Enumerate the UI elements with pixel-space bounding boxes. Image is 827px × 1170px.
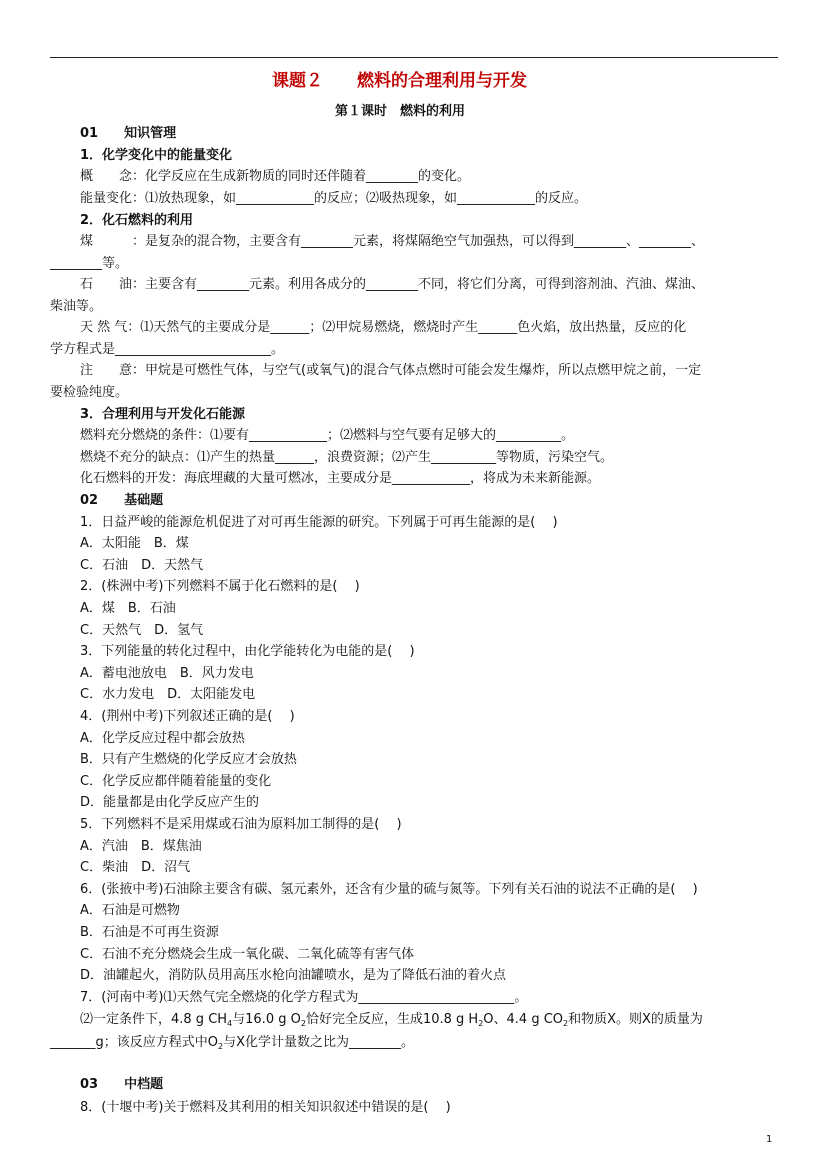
answer-option: D．油罐起火，消防队员用高压水枪向油罐喷水，是为了降低石油的着火点 <box>80 968 507 983</box>
question: 4．(荆州中考)下列叙述正确的是( ) <box>80 709 295 724</box>
subscript: 2 <box>218 1042 224 1051</box>
answer-options: C．柴油 D．沼气 <box>80 860 191 875</box>
question: 2．(株洲中考)下列燃料不属于化石燃料的是( ) <box>80 579 360 594</box>
text-line: ________等。 <box>50 256 129 271</box>
topic-heading: 3．合理利用与开发化石能源 <box>80 407 246 422</box>
text-run: ⑵一定条件下，4.8 g CH <box>80 1012 228 1027</box>
text-line: 要检验纯度。 <box>50 385 129 400</box>
text-line: 能量变化：⑴放热现象，如____________的反应；⑵吸热现象，如____________的反应。 <box>80 191 588 206</box>
answer-options: A．煤 B．石油 <box>80 601 176 616</box>
subscript: 2 <box>478 1019 484 1028</box>
question-part <box>80 1011 703 1033</box>
subscript: 2 <box>300 1019 306 1028</box>
question: 7．(河南中考)⑴天然气完全燃烧的化学方程式为________________________。 <box>80 990 528 1005</box>
answer-option: B．石油是不可再生资源 <box>80 925 219 940</box>
subscript: 2 <box>563 1019 569 1028</box>
topic-heading: 1．化学变化中的能量变化 <box>80 148 233 163</box>
answer-options: C．天然气 D．氢气 <box>80 623 204 638</box>
text-run: _______g；该反应方程式中O <box>50 1035 218 1050</box>
page-subtitle: 第１课时 燃料的利用 <box>335 104 466 119</box>
answer-option: B．只有产生燃烧的化学反应才会放热 <box>80 752 297 767</box>
question: 5．下列燃料不是采用煤或石油为原料加工制得的是( ) <box>80 817 402 832</box>
question: 1．日益严峻的能源危机促进了对可再生能源的研究。下列属于可再生能源的是( ) <box>80 515 558 530</box>
text-run: 与16.0 g O <box>232 1012 301 1027</box>
answer-options: C．石油 D．天然气 <box>80 558 204 573</box>
answer-options: A．太阳能 B．煤 <box>80 536 189 551</box>
text-line: 概 念：化学反应在生成新物质的同时还伴随着________的变化。 <box>80 169 471 184</box>
question: 8．(十堰中考)关于燃料及其利用的相关知识叙述中错误的是( ) <box>80 1100 451 1115</box>
text-line: 燃烧不充分的缺点：⑴产生的热量______，浪费资源；⑵产生__________等物质，污染空气。 <box>80 450 614 465</box>
question: 6．(张掖中考)石油除主要含有碳、氢元素外，还含有少量的硫与氮等。下列有关石油的说法不正确的是( ) <box>80 882 698 897</box>
text-run: 恰好完全反应，生成10.8 g H <box>305 1012 479 1027</box>
page-number: 1 <box>766 1134 773 1145</box>
text-line: 注 意：甲烷是可燃性气体，与空气(或氧气)的混合气体点燃时可能会发生爆炸，所以点燃甲烷之前，一定 <box>80 363 702 378</box>
subscript: 4 <box>227 1019 233 1028</box>
question-part <box>50 1034 414 1056</box>
text-line: 燃料充分燃烧的条件：⑴要有____________；⑵燃料与空气要有足够大的__________。 <box>80 428 575 443</box>
section-header-basic: 02 基础题 <box>80 493 164 508</box>
header-rule <box>50 57 778 58</box>
text-run: 与X化学计量数之比为________。 <box>223 1035 414 1050</box>
answer-options: A．蓄电池放电 B．风力发电 <box>80 666 254 681</box>
page-title: 课题２ 燃料的合理利用与开发 <box>272 71 527 91</box>
topic-heading: 2．化石燃料的利用 <box>80 213 194 228</box>
text-run: 和物质X。则X的质量为 <box>568 1012 703 1027</box>
question: 3．下列能量的转化过程中，由化学能转化为电能的是( ) <box>80 644 415 659</box>
text-run: O、4.4 g CO <box>483 1012 564 1027</box>
text-line: 学方程式是________________________。 <box>50 342 285 357</box>
answer-option: A．化学反应过程中都会放热 <box>80 731 245 746</box>
section-header-knowledge: 01 知识管理 <box>80 126 177 141</box>
text-line: 天 然 气：⑴天然气的主要成分是______；⑵甲烷易燃烧，燃烧时产生______色火焰，放出热量，反应的化 <box>80 320 687 335</box>
answer-option: C．石油不充分燃烧会生成一氧化碳、二氧化硫等有害气体 <box>80 947 415 962</box>
section-header-medium: 03 中档题 <box>80 1077 164 1092</box>
text-line: 柴油等。 <box>50 299 103 314</box>
answer-option: D．能量都是由化学反应产生的 <box>80 795 260 810</box>
answer-options: C．水力发电 D．太阳能发电 <box>80 687 256 702</box>
text-line: 煤 ：是复杂的混合物，主要含有________元素，将煤隔绝空气加强热，可以得到________、________、 <box>80 234 705 249</box>
text-line: 石 油：主要含有________元素。利用各成分的________不同，将它们分离，可得到溶剂油、汽油、煤油、 <box>80 277 705 292</box>
answer-options: A．汽油 B．煤焦油 <box>80 839 202 854</box>
text-line: 化石燃料的开发：海底埋藏的大量可燃冰，主要成分是____________，将成为未来新能源。 <box>80 471 601 486</box>
answer-option: A．石油是可燃物 <box>80 903 180 918</box>
answer-option: C．化学反应都伴随着能量的变化 <box>80 774 272 789</box>
